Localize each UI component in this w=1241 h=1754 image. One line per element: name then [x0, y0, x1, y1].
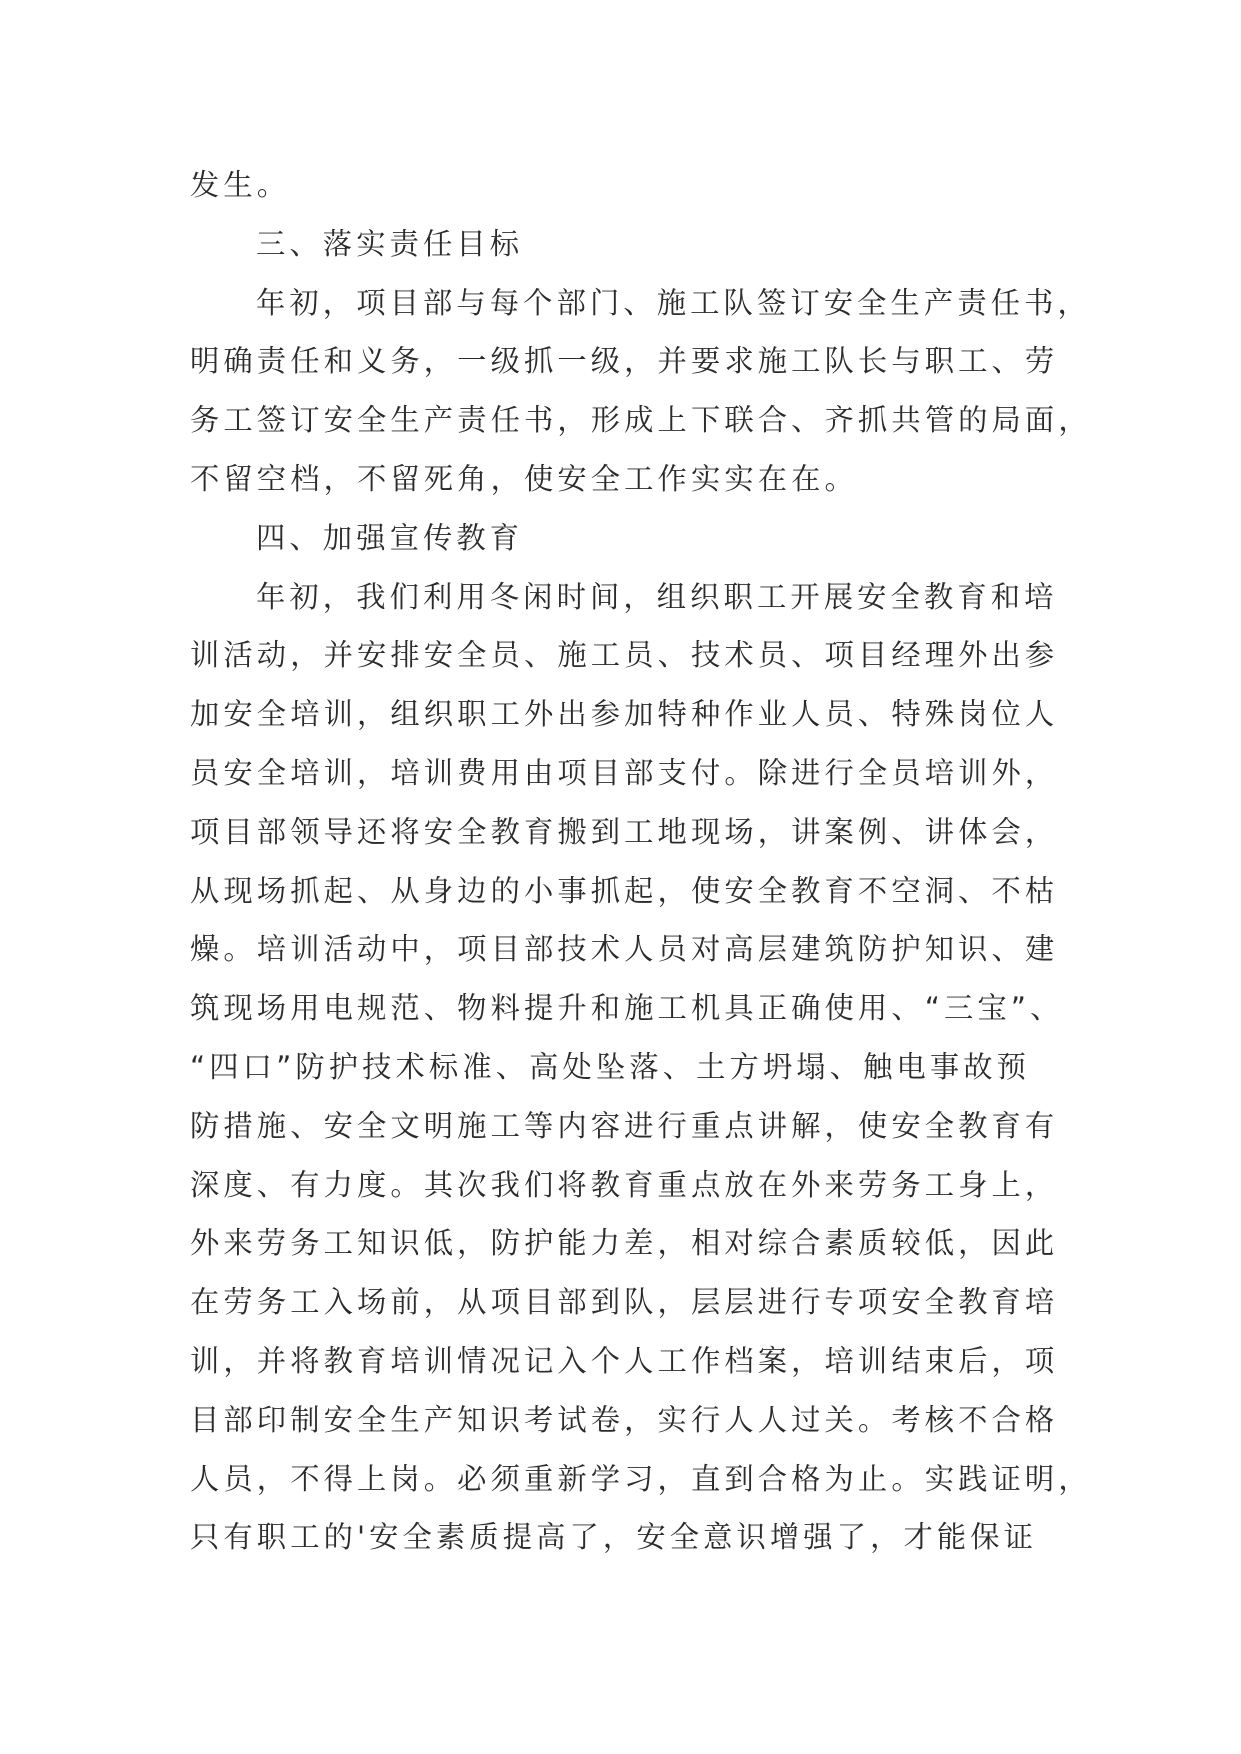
paragraph-first-line: 年初，项目部与每个部门、施工队签订安全生产责任书， — [256, 285, 1091, 320]
text-line: 务工签订安全生产责任书，形成上下联合、齐抓共管的局面， — [190, 403, 1092, 438]
text-line: 外来劳务工知识低，防护能力差，相对综合素质较低，因此 — [190, 1226, 1059, 1261]
document-body — [190, 156, 1092, 1567]
paragraph-first-line: 三、落实责任目标 — [256, 226, 524, 261]
text-line: 不留空档，不留死角，使安全工作实实在在。 — [190, 461, 858, 496]
text-line: 人员，不得上岗。必须重新学习，直到合格为止。实践证明， — [190, 1461, 1092, 1496]
text-line: 筑现场用电规范、物料提升和施工机具正确使用、“三宝”、 — [190, 991, 1064, 1026]
text-line: 从现场抓起、从身边的小事抓起，使安全教育不空洞、不枯 — [190, 873, 1059, 908]
paragraph-first-line: 四、加强宣传教育 — [256, 520, 524, 555]
text-line: 只有职工的'安全素质提高了，安全意识增强了，才能保证 — [190, 1520, 1038, 1555]
text-line: 明确责任和义务，一级抓一级，并要求施工队长与职工、劳 — [190, 344, 1059, 379]
text-line: 防措施、安全文明施工等内容进行重点讲解，使安全教育有 — [190, 1108, 1059, 1143]
text-line: “四口”防护技术标准、高处坠落、土方坍塌、触电事故预 — [190, 1049, 1031, 1084]
text-line: 目部印制安全生产知识考试卷，实行人人过关。考核不合格 — [190, 1402, 1059, 1437]
text-line: 训，并将教育培训情况记入个人工作档案，培训结束后，项 — [190, 1343, 1059, 1378]
text-line: 训活动，并安排安全员、施工员、技术员、项目经理外出参 — [190, 638, 1059, 673]
text-line: 员安全培训，培训费用由项目部支付。除进行全员培训外， — [190, 755, 1059, 790]
paragraph-first-line: 年初，我们利用冬闲时间，组织职工开展安全教育和培 — [256, 579, 1058, 614]
text-line: 发生。 — [190, 168, 291, 202]
text-line: 深度、有力度。其次我们将教育重点放在外来劳务工身上， — [190, 1167, 1059, 1202]
text-line: 加安全培训，组织职工外出参加特种作业人员、特殊岗位人 — [190, 697, 1059, 732]
text-line: 在劳务工入场前，从项目部到队，层层进行专项安全教育培 — [190, 1285, 1059, 1320]
text-line: 燥。培训活动中，项目部技术人员对高层建筑防护知识、建 — [190, 932, 1059, 967]
text-line: 项目部领导还将安全教育搬到工地现场，讲案例、讲体会， — [190, 814, 1059, 849]
